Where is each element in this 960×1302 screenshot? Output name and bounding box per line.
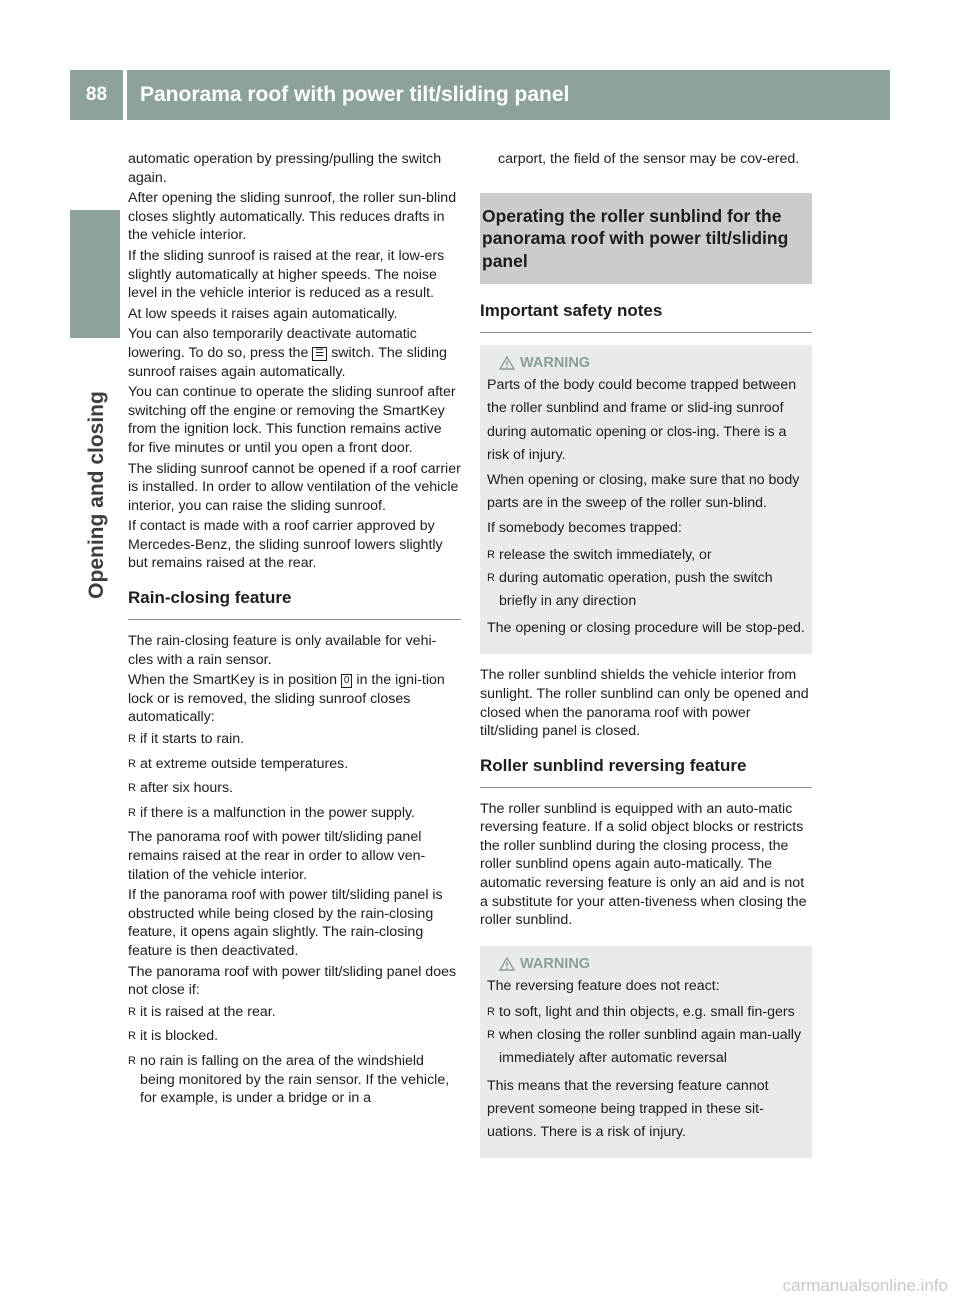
paragraph: The rain-closing feature is only available for vehi-cles with a rain sensor.: [128, 633, 437, 668]
list-item: R no rain is falling on the area of the windshield being monitored by the rain sensor. If the vehicle, for example, is under a bridge or in a: [128, 1052, 450, 1107]
chapter-tab-marker: [70, 210, 120, 338]
key-position-0-icon: 0: [341, 674, 353, 688]
bullet-icon: R: [487, 548, 495, 561]
bullet-icon: R: [487, 571, 495, 584]
reversing-exceptions-list: [487, 1001, 805, 1071]
warning-box: [480, 946, 812, 1158]
bullet-icon: R: [128, 757, 136, 770]
paragraph: automatic operation by pressing/pulling the switch again.: [128, 151, 442, 186]
warning-title: WARNING: [487, 956, 805, 972]
paragraph: If the sliding sunroof is raised at the rear, it low-ers slightly automatically at higher speeds. The noise level in the vehicle interior is reduced as a result.: [128, 247, 445, 302]
list-item: R it is raised at the rear.: [128, 1003, 276, 1020]
bullet-icon: R: [128, 806, 136, 819]
page-title: Panorama roof with power tilt/sliding panel: [140, 83, 570, 106]
section-heading-safety-notes: Important safety notes: [480, 300, 812, 333]
paragraph: The reversing feature does not react:: [487, 977, 720, 994]
paragraph: This means that the reversing feature cannot prevent someone being trapped in these sit-uations. There is a risk of injury.: [487, 1077, 769, 1141]
paragraph: If the panorama roof with power tilt/sliding panel is obstructed while being closed by the rain-closing feature, it opens again slightly. The rain-closing feature is then deactivated.: [128, 887, 443, 959]
paragraph: When opening or closing, make sure that no body parts are in the sweep of the roller sun-blind.: [487, 471, 800, 512]
paragraph: After opening the sliding sunroof, the roller sun-blind closes slightly automatically. This reduces drafts in the vehicle interior.: [128, 190, 457, 244]
paragraph: If somebody becomes trapped:: [487, 520, 682, 537]
bullet-icon: R: [487, 1006, 495, 1019]
bullet-icon: R: [128, 733, 136, 746]
list-item: R to soft, light and thin objects, e.g. small fin-gers: [487, 1001, 805, 1024]
paragraph: At low speeds it raises again automatically.: [128, 305, 398, 322]
bullet-icon: R: [128, 1005, 136, 1018]
list-item: R if there is a malfunction in the power supply.: [128, 804, 415, 821]
list-item: R after six hours.: [128, 780, 234, 797]
section-title-roller-sunblind: Operating the roller sunblind for the panorama roof with power tilt/sliding panel: [480, 193, 812, 285]
paragraph: The roller sunblind shields the vehicle interior from sunlight. The roller sunblind can only be opened and closed when the panorama roof with power tilt/sliding panel is closed.: [480, 667, 809, 740]
paragraph: The opening or closing procedure will be stop-ped.: [487, 620, 805, 637]
paragraph: You can also temporarily deactivate automatic lowering. To do so, press the ☰ switch. The sliding sunroof raises again automatically.: [128, 326, 447, 380]
paragraph: carport, the field of the sensor may be cov-ered.: [498, 151, 800, 167]
bullet-icon: R: [128, 1054, 136, 1067]
paragraph: When the SmartKey is in position 0 in the igni-tion lock or is removed, the sliding sunroof closes automatically:: [128, 672, 445, 726]
watermark: carmanualsonline.info: [782, 1276, 948, 1295]
list-item: R at extreme outside temperatures.: [128, 755, 349, 772]
paragraph: The sliding sunroof cannot be opened if a roof carrier is installed. In order to allow ventilation of the vehicle interior, you can raise the sliding sunroof.: [128, 460, 461, 514]
section-heading-reversing-feature: Roller sunblind reversing feature: [480, 755, 812, 788]
list-item: R release the switch immediately, or: [487, 544, 805, 567]
left-column: [128, 150, 461, 1114]
right-column: [480, 150, 812, 1170]
list-item: R it is blocked.: [128, 1028, 219, 1045]
page-number: 88: [85, 84, 108, 105]
no-close-list: [128, 1003, 461, 1108]
trapped-actions-list: [487, 544, 805, 614]
warning-triangle-icon: [499, 356, 515, 370]
warning-title: WARNING: [487, 355, 805, 371]
bullet-icon: R: [128, 1030, 136, 1043]
rain-conditions-list: [128, 730, 461, 822]
paragraph: You can continue to operate the sliding sunroof after switching off the engine or removing the SmartKey from the ignition lock. This function remains active for five minutes or until you open a front door.: [128, 384, 456, 456]
section-heading-rain-closing: Rain-closing feature: [128, 587, 461, 620]
header-separator: [123, 70, 127, 120]
bullet-icon: R: [487, 1029, 495, 1042]
list-item: R if it starts to rain.: [128, 731, 245, 748]
list-item: R during automatic operation, push the switch briefly in any direction: [487, 567, 805, 613]
warning-box: [480, 345, 812, 654]
switch-key-icon: ☰: [312, 347, 327, 361]
list-item: R when closing the roller sunblind again man-ually immediately after automatic reversal: [487, 1024, 805, 1070]
paragraph: If contact is made with a roof carrier approved by Mercedes-Benz, the sliding sunroof lowers slightly but remains raised at the rear.: [128, 518, 443, 572]
paragraph: The panorama roof with power tilt/sliding panel remains raised at the rear in order to allow ven-tilation of the vehicle interior.: [128, 829, 426, 883]
bullet-icon: R: [128, 782, 136, 795]
paragraph: The panorama roof with power tilt/sliding panel does not close if:: [128, 963, 457, 999]
paragraph: The roller sunblind is equipped with an auto-matic reversing feature. If a solid object blocks or restricts the roller sunblind during the closing process, the roller sunblind opens again auto-matically. The automatic reversing feature is only an aid and is not a substitute for your atten-tiveness when closing the roller sunblind.: [480, 800, 807, 929]
warning-triangle-icon: [499, 957, 515, 971]
paragraph: Parts of the body could become trapped between the roller sunblind and frame or slid-ing sunroof during automatic opening or clos-ing. There is a risk of injury.: [487, 377, 797, 463]
